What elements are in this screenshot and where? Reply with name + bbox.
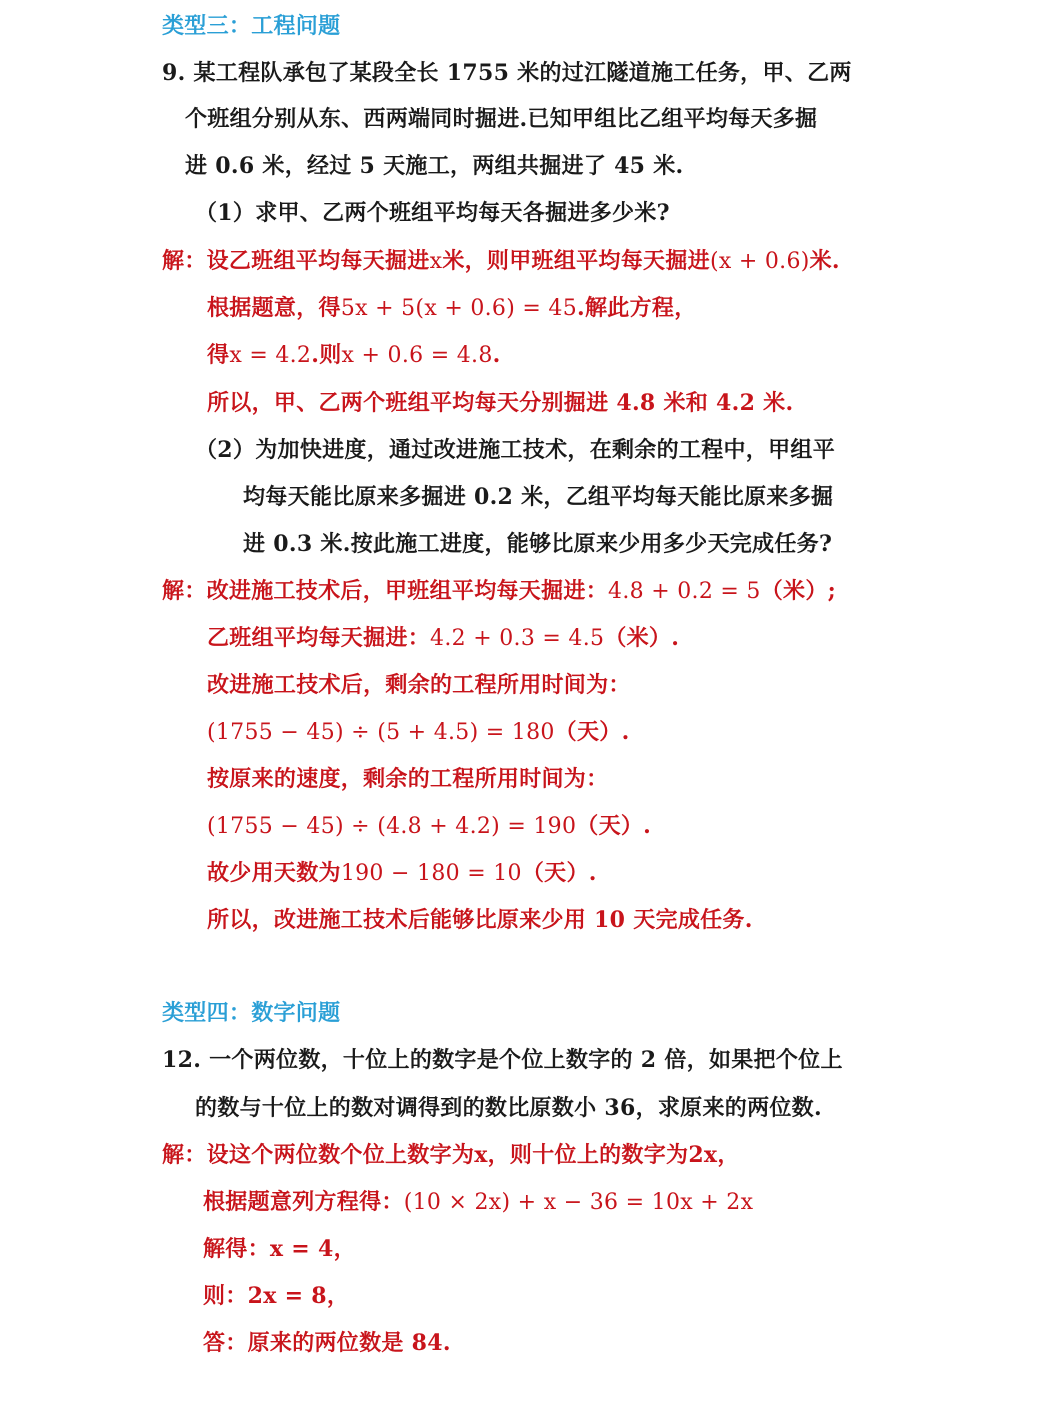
solution2-line2 [207,623,679,654]
solution2-l2-math: 4.2 + 0.3 = 4.5 [430,626,605,651]
solution1-prefix: 解：设乙班组平均每天掘进 [162,248,430,274]
solution2-l7-end: （天）. [521,860,597,886]
solution1-result1: x = 4.2 [229,343,312,368]
solution2-l6-end: （天）. [576,813,652,839]
solution12-line1: 解：设这个两位数个位上数字为x，则十位上的数字为2x， [162,1142,740,1168]
solution1-l2-text: 根据题意，得 [207,295,341,321]
solution1-l3-mid: .则 [311,342,342,368]
solution2-l1-end: （米）; [760,578,837,604]
solution1-line1 [162,246,840,277]
solution2-l2-text: 乙班组平均每天掘进： [207,625,431,651]
solution1-line3 [207,340,501,371]
section-title-type4: 类型四：数字问题 [162,1000,341,1026]
solution2-l7-math: 190 − 180 = 10 [340,861,522,886]
solution12-line2 [203,1187,753,1218]
solution2-line7 [207,858,597,889]
solution2-line4 [207,717,630,748]
problem9-line2: 个班组分别从东、西两端同时掘进.已知甲组比乙组平均每天多掘 [185,106,818,132]
problem12-line2: 的数与十位上的数对调得到的数比原数小 36，求原来的两位数. [195,1095,822,1121]
solution12-answer: 答：原来的两位数是 84. [203,1330,451,1356]
solution2-l4-math: (1755 − 45) ÷ (5 + 4.5) = 180 [207,720,555,745]
problem9-question2-line2: 均每天能比原来多掘进 0.2 米，乙组平均每天能比原来多掘 [243,484,834,510]
solution2-l1-text: 解：改进施工技术后，甲班组平均每天掘进： [162,578,609,604]
solution1-l3-text: 得 [207,342,230,368]
problem9-question1: （1）求甲、乙两个班组平均每天各掘进多少米? [195,200,670,226]
problem9-question2-line3: 进 0.3 米.按此施工进度，能够比原来少用多少天完成任务? [243,531,833,557]
solution2-line5: 按原来的速度，剩余的工程所用时间为： [207,766,609,792]
solution1-suffix: 米. [809,248,840,274]
problem9-line3: 进 0.6 米，经过 5 天施工，两组共掘进了 45 米. [185,153,684,179]
problem9-question2-line1: （2）为加快进度，通过改进施工技术，在剩余的工程中，甲组平 [195,437,836,463]
solution2-line1 [162,576,836,607]
solution1-l3-end: . [492,342,501,368]
solution1-mid: 米，则甲班组平均每天掘进 [442,248,710,274]
solution12-line4: 则：2x = 8， [203,1283,350,1309]
solution2-l1-math: 4.8 + 0.2 = 5 [608,579,761,604]
solution12-l2-text: 根据题意列方程得： [203,1189,404,1215]
solution1-equation: 5x + 5(x + 0.6) = 45 [340,296,578,321]
solution2-conclusion: 所以，改进施工技术后能够比原来少用 10 天完成任务. [207,907,753,933]
solution1-l2-end: .解此方程， [577,295,697,321]
solution1-conclusion: 所以，甲、乙两个班组平均每天分别掘进 4.8 米和 4.2 米. [207,390,794,416]
solution1-result2: x + 0.6 = 4.8 [341,343,493,368]
solution1-var: x [429,249,443,274]
solution1-line2 [207,293,697,324]
solution2-l2-end: （米）. [604,625,680,651]
solution2-line3: 改进施工技术后，剩余的工程所用时间为： [207,672,631,698]
solution2-l7-text: 故少用天数为 [207,860,341,886]
solution12-equation: (10 × 2x) + x − 36 = 10x + 2x [403,1190,754,1215]
solution2-l4-end: （天）. [554,719,630,745]
solution12-line3: 解得：x = 4， [203,1236,356,1262]
section-title-type3: 类型三：工程问题 [162,13,341,39]
problem9-line1: 9. 某工程队承包了某段全长 1755 米的过江隧道施工任务，甲、乙两 [162,60,852,86]
solution1-expr: (x + 0.6) [709,249,810,274]
solution2-line6 [207,811,651,842]
solution2-l6-math: (1755 − 45) ÷ (4.8 + 4.2) = 190 [207,814,577,839]
problem12-line1: 12. 一个两位数，十位上的数字是个位上数字的 2 倍，如果把个位上 [162,1047,843,1073]
